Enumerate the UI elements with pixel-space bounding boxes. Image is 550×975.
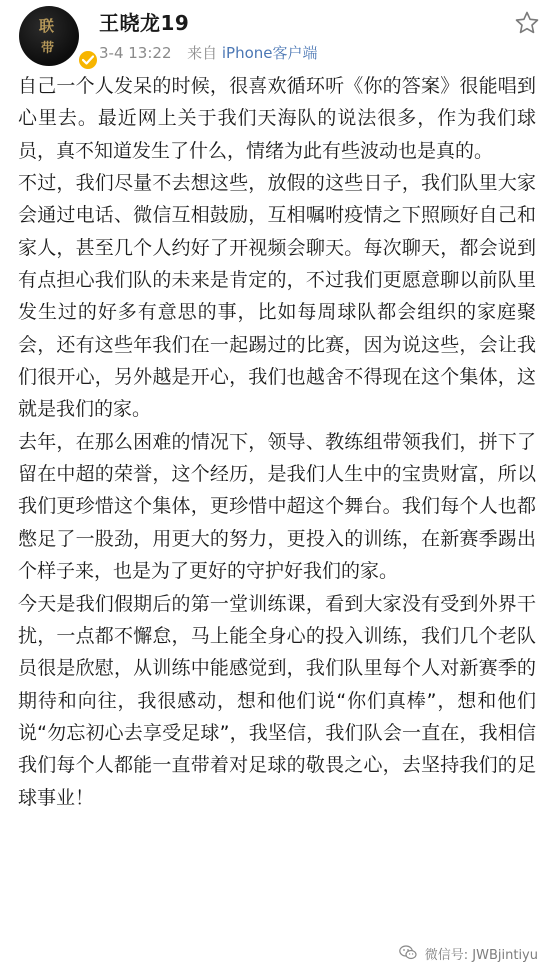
watermark-text: 微信号: JWBjintiyu: [424, 948, 538, 963]
post-body: [18, 70, 536, 814]
avatar[interactable]: [19, 6, 79, 66]
source-app-link[interactable]: iPhone客户端: [221, 44, 318, 62]
watermark: [395, 944, 538, 964]
star-icon[interactable]: [514, 10, 540, 36]
avatar-glyph-bottom: 带: [41, 41, 55, 56]
verified-badge-icon: [77, 49, 99, 71]
wechat-icon: [399, 945, 417, 964]
post-paragraph: 不过，我们尽量不去想这些，放假的这些日子，我们队里大家会通过电话、微信互相鼓励，互相嘱咐疫情之下照顾好自己和家人，甚至几个人约好了开视频会聊天。每次聊天，都会说到有点担心我们队的未来是肯定的，不过我们更愿意聊以前队里发生过的好多有意思的事，比如每周球队都会组织的家庭聚会，还有这些年我们在一起踢过的比赛，因为说这些，会让我们很开心，另外越是开心，我们也越舍不得现在这个集体，这就是我们的家。: [18, 172, 536, 421]
post-paragraph: 去年，在那么困难的情况下，领导、教练组带领我们，拼下了留在中超的荣誉，这个经历，是我们人生中的宝贵财富，所以我们更珍惜这个集体，更珍惜中超这个舞台。我们每个人也都憋足了一股劲，用更大的努力，更投入的训练，在新赛季踢出个样子来，也是为了更好的守护好我们的家。: [18, 430, 536, 583]
post-timestamp: 3-4 13:22: [99, 44, 172, 62]
post-paragraph: 今天是我们假期后的第一堂训练课，看到大家没有受到外界干扰，一点都不懈怠，马上能全身心的投入训练，我们几个老队员很是欣慰，从训练中能感觉到，我们队里每个人对新赛季的期待和向往，我很感动，想和他们说“你们真棒”，想和他们说“勿忘初心去享受足球”，我坚信，我们队会一直在，我相信我们每个人都能一直带着对足球的敬畏之心，去坚持我们的足球事业！: [18, 592, 536, 809]
post-paragraph: 自己一个人发呆的时候，很喜欢循环听《你的答案》很能唱到心里去。最近网上关于我们天海队的说法很多，作为我们球员，真不知道发生了什么，情绪为此有些波动也是真的。: [18, 75, 536, 162]
post-header: [0, 0, 550, 80]
author-name[interactable]: 王晓龙19: [99, 11, 190, 35]
post-meta: [99, 42, 318, 63]
avatar-glyph-top: 联: [39, 17, 55, 35]
source-prefix: 来自: [187, 44, 218, 62]
